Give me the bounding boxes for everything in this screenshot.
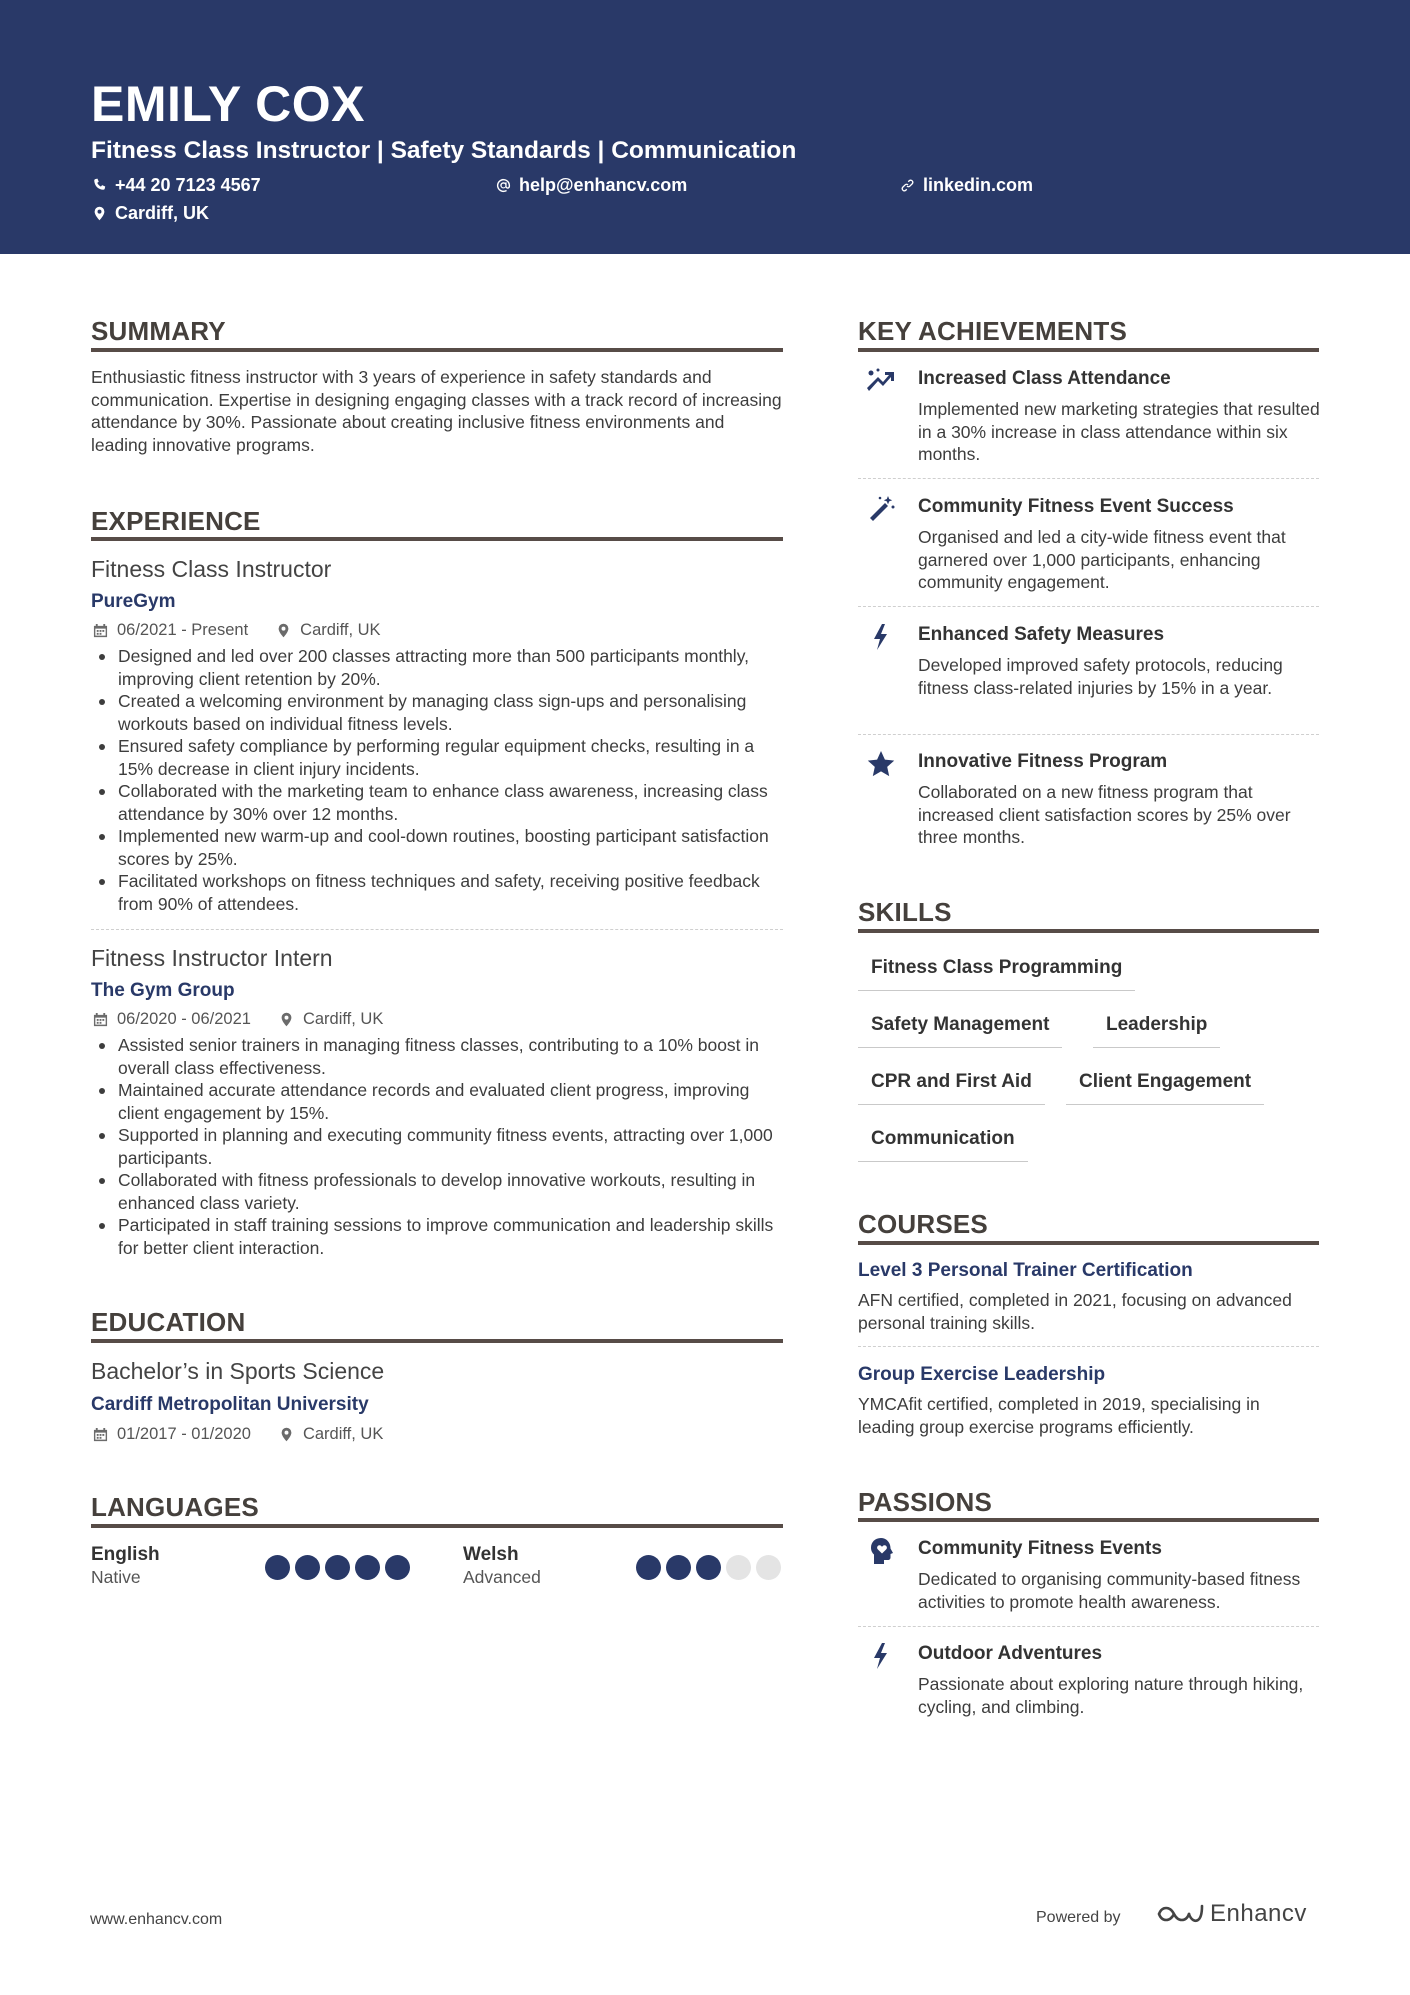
resume-header — [0, 0, 1410, 254]
at-sign-icon — [496, 178, 511, 193]
job-company: PureGym — [91, 591, 176, 612]
contact-linkedin[interactable] — [900, 174, 1033, 196]
rating-dot-filled — [636, 1555, 661, 1580]
job-bullet: Maintained accurate attendance records and evaluated client progress, improving client engagement by 15%. — [91, 1079, 783, 1124]
achievement-description: Organised and led a city-wide fitness event that garnered over 1,000 participants, enhancing community engagement. — [918, 527, 1286, 592]
education-meta — [93, 1424, 383, 1444]
calendar-icon — [93, 1012, 108, 1027]
chart-trend-icon — [866, 366, 896, 396]
magic-wand-icon — [866, 494, 896, 524]
passion-title: Outdoor Adventures — [918, 1643, 1103, 1664]
passions-heading: PASSIONS — [858, 1487, 993, 1517]
map-pin-icon — [276, 623, 291, 638]
achievement-title: Enhanced Safety Measures — [918, 624, 1165, 645]
achievement-separator — [858, 606, 1319, 607]
achievement-description: Implemented new marketing strategies that resulted in a 30% increase in class attendance within six months. — [918, 399, 1320, 464]
star-icon — [866, 749, 896, 779]
linkedin-text: linkedin.com — [923, 175, 1034, 195]
calendar-icon — [93, 1427, 108, 1442]
job-bullet: Ensured safety compliance by performing regular equipment checks, resulting in a 15% decrease in client injury incidents. — [91, 735, 783, 780]
language-name: English — [91, 1544, 160, 1565]
language-level: Advanced — [463, 1567, 541, 1587]
map-pin-icon — [279, 1012, 294, 1027]
courses-heading: COURSES — [858, 1209, 988, 1239]
achievement-title: Increased Class Attendance — [918, 368, 1171, 389]
rating-dot-filled — [696, 1555, 721, 1580]
education-heading: EDUCATION — [91, 1307, 246, 1337]
passions-divider — [858, 1518, 1319, 1522]
job-meta — [93, 1009, 383, 1029]
passion-description: Dedicated to organising community-based fitness activities to promote health awareness. — [918, 1569, 1301, 1612]
rating-dot-filled — [385, 1555, 410, 1580]
course-separator — [858, 1346, 1319, 1347]
skill-tag: Client Engagement — [1066, 1070, 1264, 1105]
summary-divider — [91, 348, 783, 352]
calendar-icon — [93, 623, 108, 638]
location-text: Cardiff, UK — [115, 203, 209, 223]
job-location: Cardiff, UK — [300, 621, 381, 639]
link-icon — [900, 178, 915, 193]
phone-icon — [92, 178, 107, 193]
enhancv-logo-icon — [1156, 1900, 1204, 1928]
job-bullets — [91, 645, 783, 915]
job-bullet: Facilitated workshops on fitness techniques and safety, receiving positive feedback from 90% of attendees. — [91, 870, 783, 915]
education-divider — [91, 1339, 783, 1343]
education-school: Cardiff Metropolitan University — [91, 1394, 369, 1415]
candidate-name: EMILY COX — [91, 76, 366, 132]
skill-tag: Communication — [858, 1127, 1028, 1162]
skill-tag: Safety Management — [858, 1013, 1062, 1048]
skill-tag: Leadership — [1093, 1013, 1220, 1048]
rating-dot-filled — [355, 1555, 380, 1580]
language-rating — [636, 1555, 781, 1580]
rating-dot-filled — [666, 1555, 691, 1580]
achievement-title: Community Fitness Event Success — [918, 496, 1234, 517]
language-rating — [265, 1555, 410, 1580]
skills-heading: SKILLS — [858, 897, 952, 927]
achievement-separator — [858, 734, 1319, 735]
education-degree: Bachelor’s in Sports Science — [91, 1358, 385, 1384]
job-meta — [93, 620, 381, 640]
rating-dot-filled — [325, 1555, 350, 1580]
lightning-bolt-icon — [866, 622, 896, 652]
lightning-bolt-icon — [866, 1641, 896, 1671]
candidate-headline: Fitness Class Instructor | Safety Standards | Communication — [91, 137, 797, 164]
course-description: YMCAfit certified, completed in 2019, specialising in leading group exercise programs efficiently. — [858, 1394, 1260, 1437]
enhancv-logo-text: Enhancv — [1210, 1900, 1307, 1927]
powered-by-label: Powered by — [1036, 1909, 1121, 1926]
achievements-divider — [858, 348, 1319, 352]
job-role: Fitness Instructor Intern — [91, 945, 333, 971]
contact-phone[interactable] — [92, 174, 261, 196]
summary-heading: SUMMARY — [91, 316, 226, 346]
job-bullet: Participated in staff training sessions to improve communication and leadership skills for better client interaction. — [91, 1214, 783, 1259]
job-bullet: Assisted senior trainers in managing fitness classes, contributing to a 10% boost in overall class effectiveness. — [91, 1034, 783, 1079]
course-title: Level 3 Personal Trainer Certification — [858, 1260, 1193, 1281]
courses-divider — [858, 1241, 1319, 1245]
language-name: Welsh — [463, 1544, 519, 1565]
job-bullet: Collaborated with fitness professionals to develop innovative workouts, resulting in enhanced class variety. — [91, 1169, 783, 1214]
rating-dot-filled — [295, 1555, 320, 1580]
job-bullet: Implemented new warm-up and cool-down routines, boosting participant satisfaction scores by 25%. — [91, 825, 783, 870]
rating-dot-filled — [265, 1555, 290, 1580]
achievement-description: Collaborated on a new fitness program that increased client satisfaction scores by 25% over three months. — [918, 782, 1291, 847]
course-title: Group Exercise Leadership — [858, 1364, 1106, 1385]
head-heart-icon — [866, 1536, 896, 1566]
enhancv-logo[interactable] — [1156, 1900, 1307, 1928]
experience-heading: EXPERIENCE — [91, 506, 261, 536]
job-dates: 06/2020 - 06/2021 — [117, 1010, 251, 1028]
passion-description: Passionate about exploring nature through hiking, cycling, and climbing. — [918, 1674, 1304, 1717]
achievements-heading: KEY ACHIEVEMENTS — [858, 316, 1128, 346]
job-dates: 06/2021 - Present — [117, 621, 249, 639]
contact-email[interactable] — [496, 174, 687, 196]
language-level: Native — [91, 1567, 141, 1587]
contact-location — [92, 202, 209, 224]
experience-divider — [91, 537, 783, 541]
email-text: help@enhancv.com — [519, 175, 688, 195]
achievement-separator — [858, 478, 1319, 479]
job-company: The Gym Group — [91, 980, 235, 1001]
skill-tag: Fitness Class Programming — [858, 956, 1135, 991]
education-location: Cardiff, UK — [302, 1425, 384, 1443]
job-bullet: Collaborated with the marketing team to enhance class awareness, increasing class attendance by 30% over 12 months. — [91, 780, 783, 825]
job-bullet: Designed and led over 200 classes attracting more than 500 participants monthly, improving client retention by 20%. — [91, 645, 783, 690]
skills-divider — [858, 929, 1319, 933]
map-pin-icon — [279, 1427, 294, 1442]
job-role: Fitness Class Instructor — [91, 556, 332, 582]
course-description: AFN certified, completed in 2021, focusing on advanced personal training skills. — [858, 1290, 1292, 1333]
education-dates: 01/2017 - 01/2020 — [117, 1425, 251, 1443]
footer-website-link[interactable]: www.enhancv.com — [90, 1911, 223, 1928]
achievement-title: Innovative Fitness Program — [918, 751, 1168, 772]
job-bullet: Created a welcoming environment by managing class sign-ups and personalising workouts based on individual fitness levels. — [91, 690, 783, 735]
summary-text: Enthusiastic fitness instructor with 3 years of experience in safety standards and communication. Expertise in designing engaging classes with a track record of increasing attendance by 30%. Passionate about creating inclusive fitness environments and leading innovative programs. — [91, 367, 782, 455]
languages-heading: LANGUAGES — [91, 1492, 259, 1522]
job-bullets — [91, 1034, 783, 1259]
skill-tag: CPR and First Aid — [858, 1070, 1045, 1105]
passion-title: Community Fitness Events — [918, 1538, 1162, 1559]
job-separator — [91, 929, 783, 930]
phone-text: +44 20 7123 4567 — [115, 175, 261, 195]
rating-dot-empty — [756, 1555, 781, 1580]
rating-dot-empty — [726, 1555, 751, 1580]
languages-divider — [91, 1524, 783, 1528]
map-pin-icon — [92, 206, 107, 221]
job-location: Cardiff, UK — [302, 1010, 384, 1028]
passion-separator — [858, 1626, 1319, 1627]
achievement-description: Developed improved safety protocols, reducing fitness class-related injuries by 15% in a year. — [918, 655, 1283, 698]
job-bullet: Supported in planning and executing community fitness events, attracting over 1,000 participants. — [91, 1124, 783, 1169]
